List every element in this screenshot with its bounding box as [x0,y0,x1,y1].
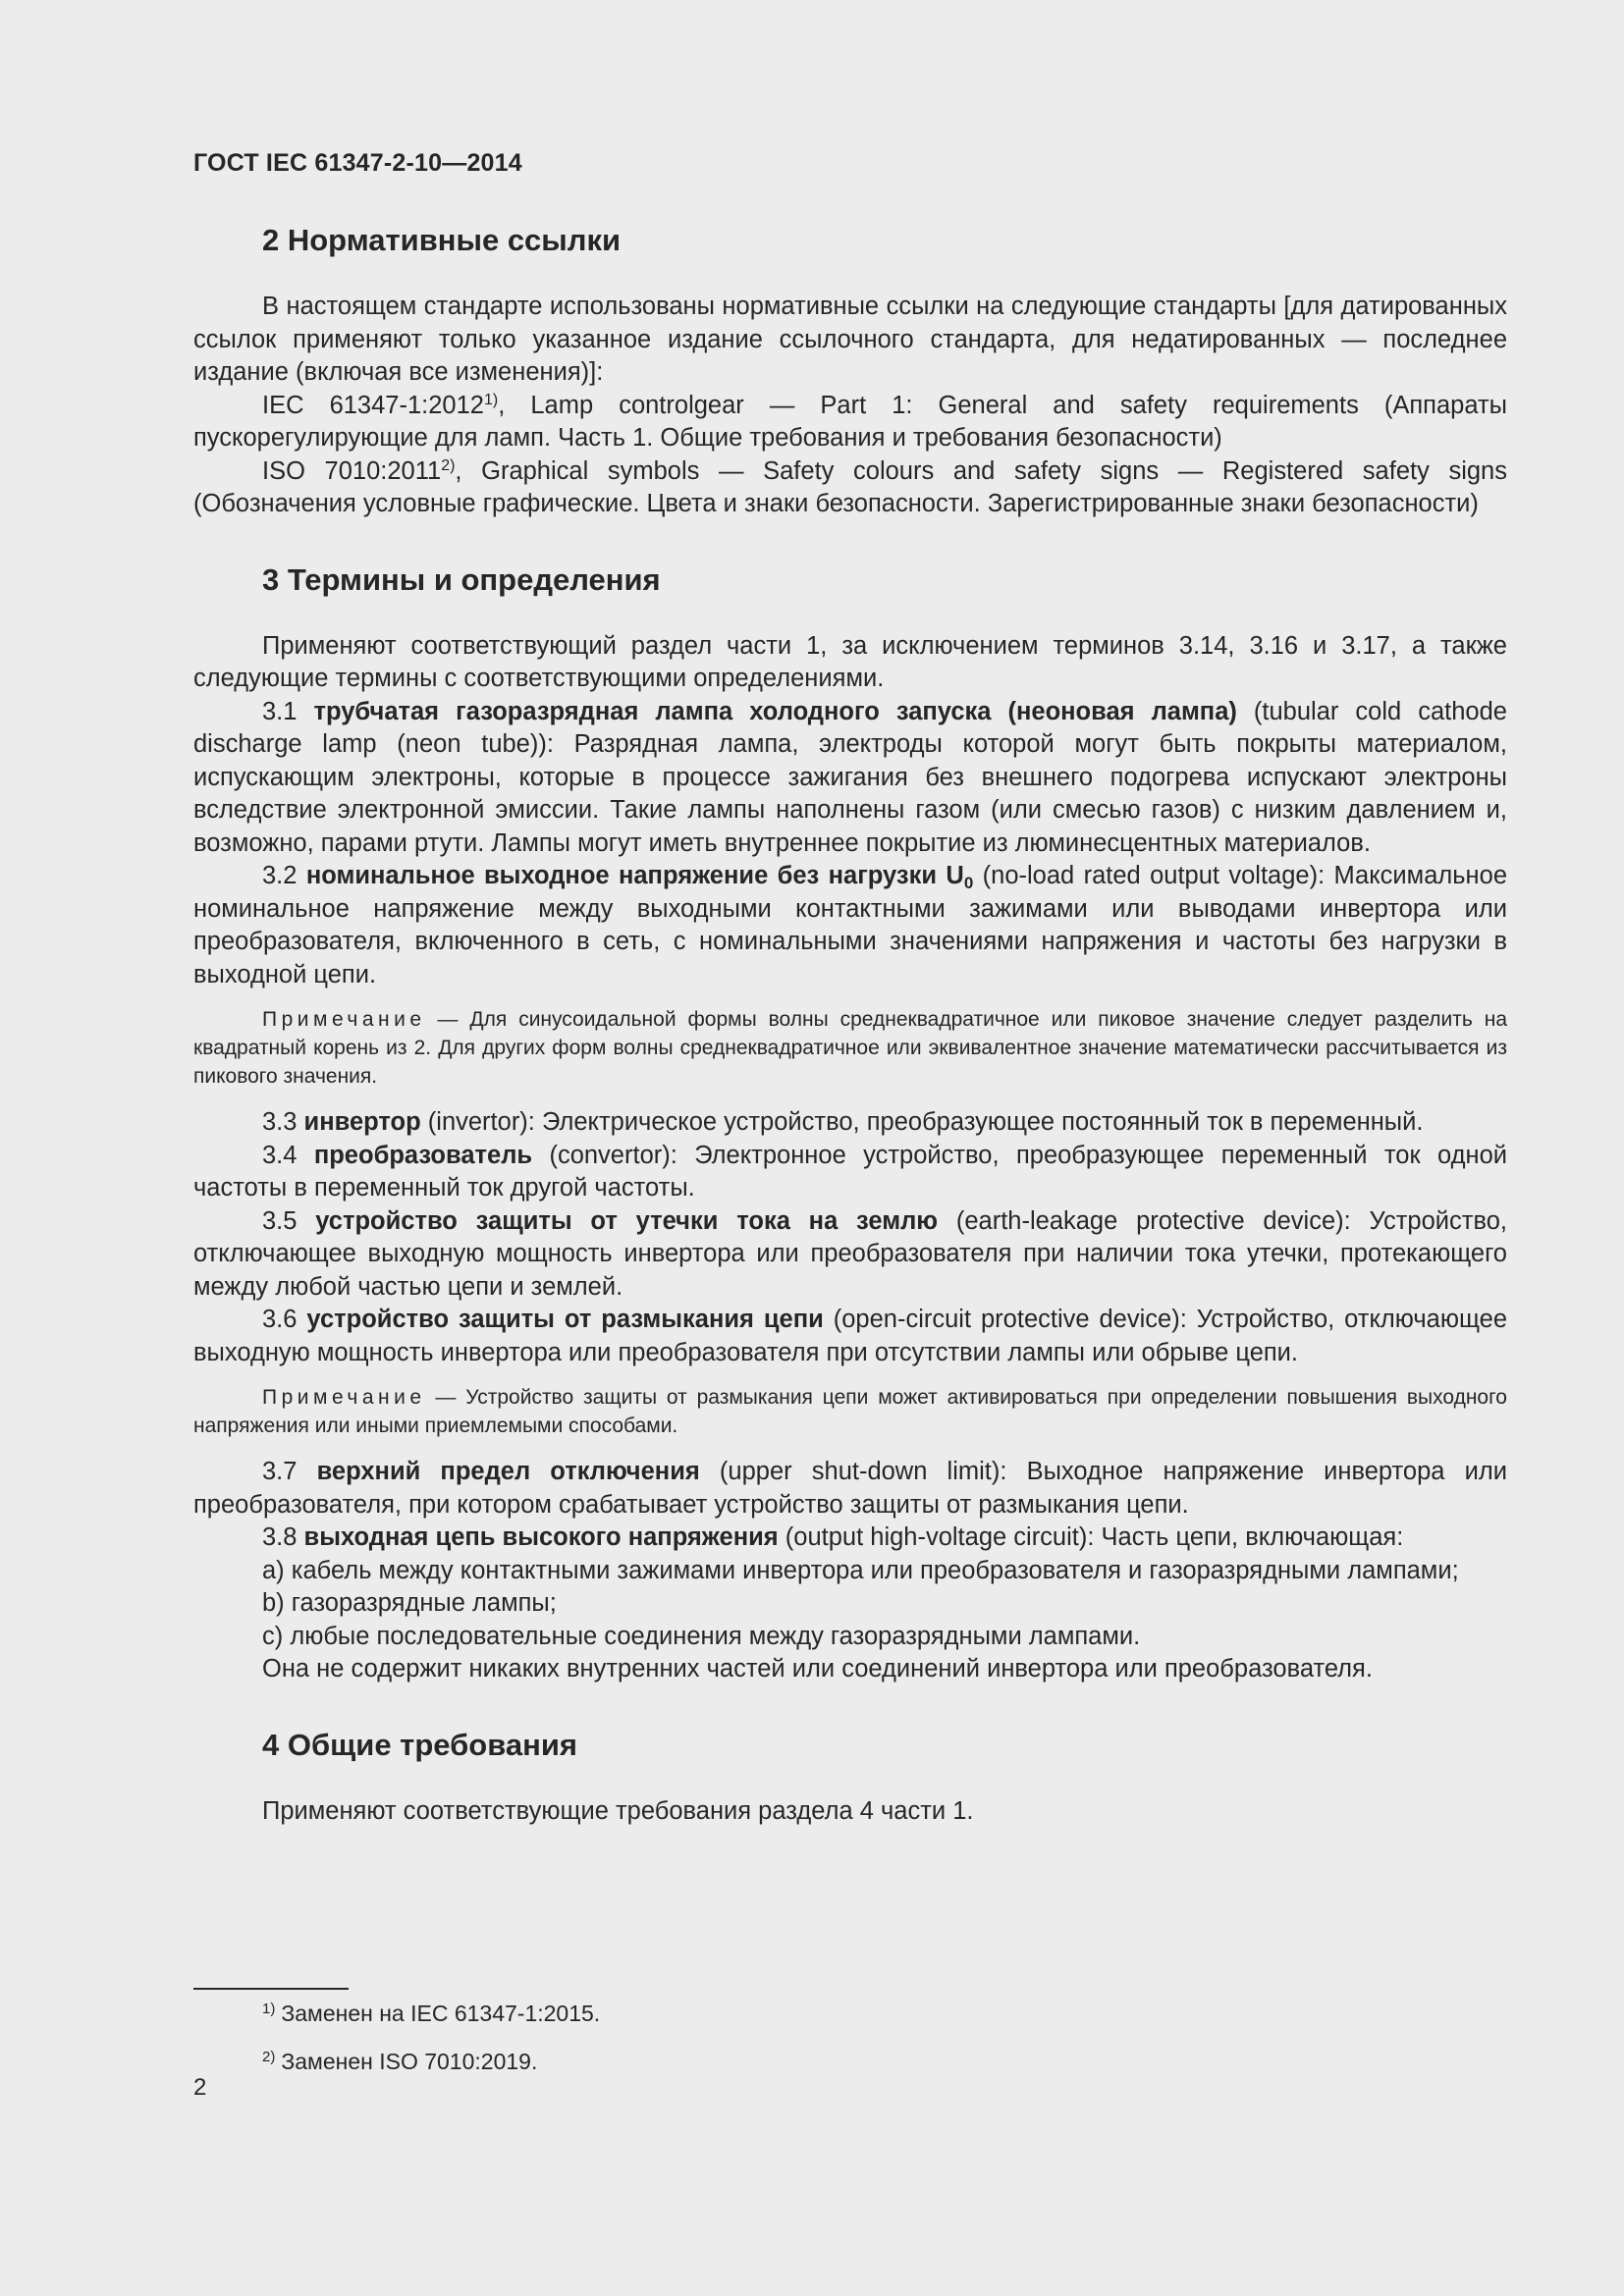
term-3-6 [193,1304,1507,1369]
note-label: Примечание [262,1386,426,1409]
term-number: 3.8 [262,1523,304,1551]
section-4-text: Применяют соответствующие требования раздела 4 части 1. [262,1796,974,1825]
note-label: Примечание [262,1008,426,1031]
note-3-6 [193,1383,1507,1440]
footnote-text: Заменен на IEC 61347-1:2015. [281,2001,601,2026]
term-name: выходная цепь высокого напряжения [303,1523,779,1551]
term-3-2 [193,860,1507,991]
term-definition: (invertor): Электрическое устройство, преобразующее постоянный ток в переменный. [420,1108,1424,1136]
term-subscript: 0 [963,874,974,892]
note-3-2 [193,1005,1507,1091]
term-3-8 [193,1522,1507,1555]
term-definition: (convertor): Электронное устройство, преобразующее переменный ток одной частоты в переменный ток другой частоты. [193,1141,1507,1201]
term-number: 3.7 [262,1458,317,1485]
term-definition: (tubular cold cathode discharge lamp (neon tube)): Разрядная лампа, электроды которой могут быть покрыты материалом, испускающим электроны, которые в процессе зажигания без внешнего подогрева испускают электроны вследствие электронной эмиссии. Такие лампы наполнены газом (или смесью газов) с низким давлением и, возможно, парами ртути. Лампы могут иметь внутреннее покрытие из люминесцентных материалов. [193,697,1507,857]
term-number: 3.3 [262,1108,304,1136]
reference-title: , Lamp controlgear — Part 1: General and safety requirements (Аппараты пускорегулирующие для ламп. Часть 1. Общие требования и требования безопасности) [193,391,1507,452]
term-3-3 [193,1106,1507,1140]
section-3-intro: Применяют соответствующий раздел части 1, за исключением терминов 3.14, 3.16 и 3.17, а также следующие термины с соответствующими определениями. [193,631,1507,692]
list-item-a: a) кабель между контактными зажимами инвертора или преобразователя и газоразрядными лампами; [262,1556,1459,1584]
term-definition: (open-circuit protective device): Устройство, отключающее выходную мощность инвертора или преобразователя при отсутствии лампы или обрыве цепи. [193,1306,1507,1366]
term-name: преобразователь [313,1141,533,1169]
reference-code: ISO 7010:2011 [262,456,442,485]
term-definition: (output high-voltage circuit): Часть цепи, включающая: [778,1523,1404,1551]
note-text: — Устройство защиты от размыкания цепи может активироваться при определении повышения выходного напряжения или иными приемлемыми способами. [193,1386,1507,1437]
term-name: устройство защиты от утечки тока на землю [315,1206,939,1235]
footnote-2 [193,2046,1507,2078]
page-number: 2 [193,2074,207,2101]
term-name: устройство защиты от размыкания цепи [306,1306,824,1333]
footnote-divider [193,1988,349,1990]
reference-title: , Graphical symbols — Safety colours and safety signs — Registered safety signs (Обозначения условные графические. Цвета и знаки безопасности. Зарегистрированные знаки безопасности) [193,456,1507,517]
list-item-b: b) газоразрядные лампы; [262,1589,557,1617]
note-text: — Для синусоидальной формы волны среднеквадратичное или пиковое значение следует разделить на квадратный корень из 2. Для других форм волны среднеквадратичное или эквивалентное значение математически рассчитывается из пикового значения. [193,1008,1507,1088]
term-3-7 [193,1456,1507,1522]
term-number: 3.5 [262,1206,316,1235]
term-name: номинальное выходное напряжение без нагрузки U [305,862,964,889]
term-name: трубчатая газоразрядная лампа холодного запуска (неоновая лампа) [313,697,1237,725]
term-3-5 [193,1205,1507,1305]
page-content [193,221,1507,1828]
term-definition: (no-load rated output voltage): Максимальное номинальное напряжение между выходными контактными зажимами или выводами инвертора или преобразователя, включенного в сеть, с номинальными значениями напряжения и частоты без нагрузки в выходной цепи. [193,862,1507,988]
document-header: ГОСТ IEC 61347-2-10—2014 [193,149,522,177]
term-number: 3.6 [262,1306,307,1333]
term-number: 3.4 [262,1141,314,1169]
list-item-c: c) любые последовательные соединения между газоразрядными лампами. [262,1622,1141,1650]
footnote-mark: 1) [262,2001,276,2017]
term-definition: (upper shut-down limit): Выходное напряжение инвертора или преобразователя, при котором срабатывает устройство защиты от размыкания цепи. [193,1458,1507,1519]
term-name: инвертор [303,1108,421,1136]
term-name: верхний предел отключения [316,1458,700,1485]
term-3-4 [193,1140,1507,1205]
reference-iec-61347-1 [193,390,1507,455]
reference-iso-7010 [193,455,1507,521]
footnote-1 [193,1998,1507,2030]
term-definition: (earth-leakage protective device): Устройство, отключающее выходную мощность инвертора или преобразователя при наличии тока утечки, протекающего между любой частью цепи и землей. [193,1206,1507,1301]
term-number: 3.2 [262,862,306,889]
term-number: 3.1 [262,697,314,725]
footnote-mark: 1) [483,391,499,408]
term-3-1 [193,696,1507,861]
footnote-mark: 2) [262,2049,276,2065]
reference-code: IEC 61347-1:2012 [262,391,484,419]
section-4-title: 4 Общие требования [262,1727,577,1762]
section-3-title: 3 Термины и определения [262,561,661,597]
footnote-mark: 2) [441,456,456,474]
section-2-title: 2 Нормативные ссылки [262,223,622,257]
section-3-closing: Она не содержит никаких внутренних частей или соединений инвертора или преобразователя. [262,1655,1373,1682]
footnotes [193,1988,1507,2094]
section-2-intro: В настоящем стандарте использованы нормативные ссылки на следующие стандарты [для датированных ссылок применяют только указанное издание ссылочного стандарта, для недатированных — последнее издание (включая все изменения)]: [193,293,1507,386]
footnote-text: Заменен ISO 7010:2019. [281,2049,538,2074]
